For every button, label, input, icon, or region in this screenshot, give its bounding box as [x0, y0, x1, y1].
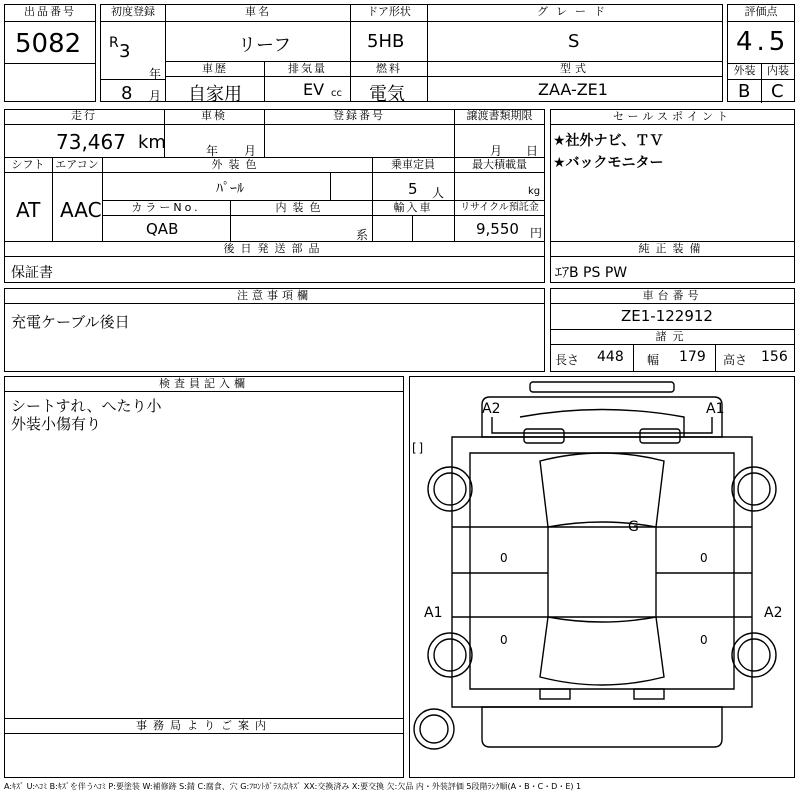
zero-right: 0	[700, 551, 708, 565]
chassis-box	[550, 288, 795, 372]
model: ZAA-ZE1	[538, 80, 608, 99]
color-number-label: カラーNo.	[131, 201, 201, 214]
registration-number-label: 登録番号	[333, 109, 385, 122]
recycle-fee-unit: 円	[530, 226, 543, 240]
history-box	[165, 61, 265, 105]
inspector-label: 検査員記入欄	[5, 377, 403, 392]
mark-right-side: A2	[764, 605, 783, 621]
car-name-label: 車名	[166, 5, 350, 22]
history: 自家用	[188, 84, 242, 105]
zero-left-rear: 0	[500, 633, 508, 647]
door-type: 5HB	[367, 31, 405, 52]
genuine-equipment: ｴｱB PS PW	[555, 265, 628, 281]
length: 448	[597, 349, 624, 365]
height-label: 高さ	[723, 353, 748, 367]
inspector-box	[4, 376, 404, 719]
lot-number-box	[4, 4, 96, 102]
mark-front-left: A2	[482, 401, 501, 417]
fuel: 電気	[369, 84, 405, 105]
score-label: 評価点	[728, 5, 794, 22]
car-diagram-drawing	[410, 377, 794, 777]
office-label: 事務局よりご案内	[5, 719, 403, 734]
shift: AT	[16, 198, 41, 222]
first-registration-label: 初度登録	[101, 5, 165, 22]
mileage: 73,467	[56, 130, 126, 154]
genuine-equipment-label: 純正装備	[551, 242, 794, 257]
car-name-box	[165, 4, 351, 62]
grade-label: グレード	[428, 5, 722, 22]
later-parts: 保証書	[11, 265, 53, 281]
mark-front-right: A1	[706, 401, 725, 417]
interior-grade-label: 内装	[762, 64, 794, 80]
sales-points-label: セールスポイント	[551, 110, 794, 125]
fuel-box	[350, 61, 428, 105]
displacement-unit: cc	[331, 88, 342, 99]
max-load-unit: kg	[528, 186, 541, 197]
interior-color-label: 内装色	[275, 201, 327, 214]
chassis-number: ZE1-122912	[621, 307, 713, 325]
mileage-label: 走行	[71, 109, 97, 122]
transfer-month-unit: 月	[490, 144, 503, 158]
displacement: EV	[303, 80, 325, 99]
sales-points-box	[550, 109, 795, 242]
exterior-grade-label: 外装	[728, 64, 762, 80]
inspector-line-1: シートすれ、へたり小	[11, 397, 162, 415]
width: 179	[679, 349, 706, 365]
inspection-label: 車検	[201, 109, 227, 122]
transfer-deadline-label: 譲渡書類期限	[466, 109, 533, 122]
interior-color-unit: 系	[356, 228, 369, 242]
color-number: QAB	[146, 220, 179, 238]
height: 156	[761, 349, 788, 365]
office-box	[4, 718, 404, 778]
interior-grade: C	[771, 81, 784, 102]
chassis-label: 車台番号	[551, 289, 794, 304]
recycle-fee: 9,550	[476, 220, 519, 238]
legend: A:ｷｽﾞ U:ﾍｺﾐ B:ｷｽﾞを伴うﾍｺﾐ P:要塗装 W:補修跡 S:錆 C:腐食、穴 G:ﾌﾛﾝﾄｶﾞﾗｽ点ｷｽﾞ XX:交換済み X:要交換 欠:欠品 内・外装評価 5段階ﾗﾝｸ順(A・B・C・D・E) 1	[4, 782, 582, 791]
inspector-line-2: 外装小傷有り	[11, 415, 102, 433]
car-diagram	[409, 376, 795, 778]
zero-left: 0	[500, 551, 508, 565]
notes-box	[4, 288, 545, 372]
aircon: AAC	[60, 198, 102, 222]
capacity: 5	[408, 180, 418, 198]
lot-number: 5082	[15, 29, 82, 59]
sales-point-1: ★社外ナビ、ＴＶ	[553, 133, 664, 149]
mileage-unit: km	[138, 132, 166, 153]
capacity-unit: 人	[432, 186, 445, 200]
first-registration-box	[100, 4, 166, 102]
door-type-box	[350, 4, 428, 62]
aircon-label: エアコン	[55, 158, 99, 171]
inspection-month-unit: 月	[244, 144, 257, 158]
month-unit: 月	[149, 89, 162, 103]
grade-box	[427, 4, 723, 62]
registration-year: 3	[119, 41, 131, 62]
zero-right-rear: 0	[700, 633, 708, 647]
genuine-equipment-box	[550, 241, 795, 283]
registration-month: 8	[121, 83, 133, 104]
specs-label: 諸元	[551, 330, 794, 345]
exterior-color-label: 外装色	[211, 158, 263, 171]
inspection-year-unit: 年	[206, 144, 219, 158]
exterior-grade: B	[738, 81, 751, 102]
shift-label: シフト	[11, 158, 45, 171]
model-label: 型式	[428, 62, 722, 77]
fuel-label: 燃料	[351, 62, 427, 77]
year-unit: 年	[149, 67, 162, 81]
era: R	[109, 35, 119, 51]
notes-label: 注意事項欄	[5, 289, 544, 304]
lot-number-label: 出品番号	[5, 5, 95, 22]
door-type-label: ドア形状	[351, 5, 427, 22]
exterior-color: ﾊﾟｰﾙ	[216, 181, 244, 197]
displacement-box	[264, 61, 351, 102]
notes: 充電ケーブル後日	[11, 313, 130, 331]
model-box	[427, 61, 723, 102]
max-load-label: 最大積載量	[472, 158, 527, 171]
mark-left-side: A1	[424, 605, 443, 621]
recycle-fee-label: リサイクル預託金	[460, 202, 539, 213]
transfer-day-unit: 日	[526, 144, 539, 158]
width-label: 幅	[647, 353, 660, 367]
car-name: リーフ	[238, 35, 292, 56]
later-parts-box	[4, 241, 545, 283]
length-label: 長さ	[555, 353, 580, 367]
left-bracket-top: [ ]	[412, 441, 423, 455]
score: 4.5	[736, 27, 790, 57]
later-parts-label: 後日発送部品	[5, 242, 544, 257]
mark-roof: G	[628, 519, 639, 535]
import-label: 輸入車	[393, 201, 433, 214]
score-box	[727, 4, 795, 102]
capacity-label: 乗車定員	[391, 158, 435, 171]
history-label: 車歴	[166, 62, 264, 77]
displacement-label: 排気量	[265, 62, 350, 77]
sales-point-2: ★バックモニター	[553, 155, 664, 171]
grade: S	[568, 31, 580, 52]
vehicle-details-box	[4, 109, 545, 242]
